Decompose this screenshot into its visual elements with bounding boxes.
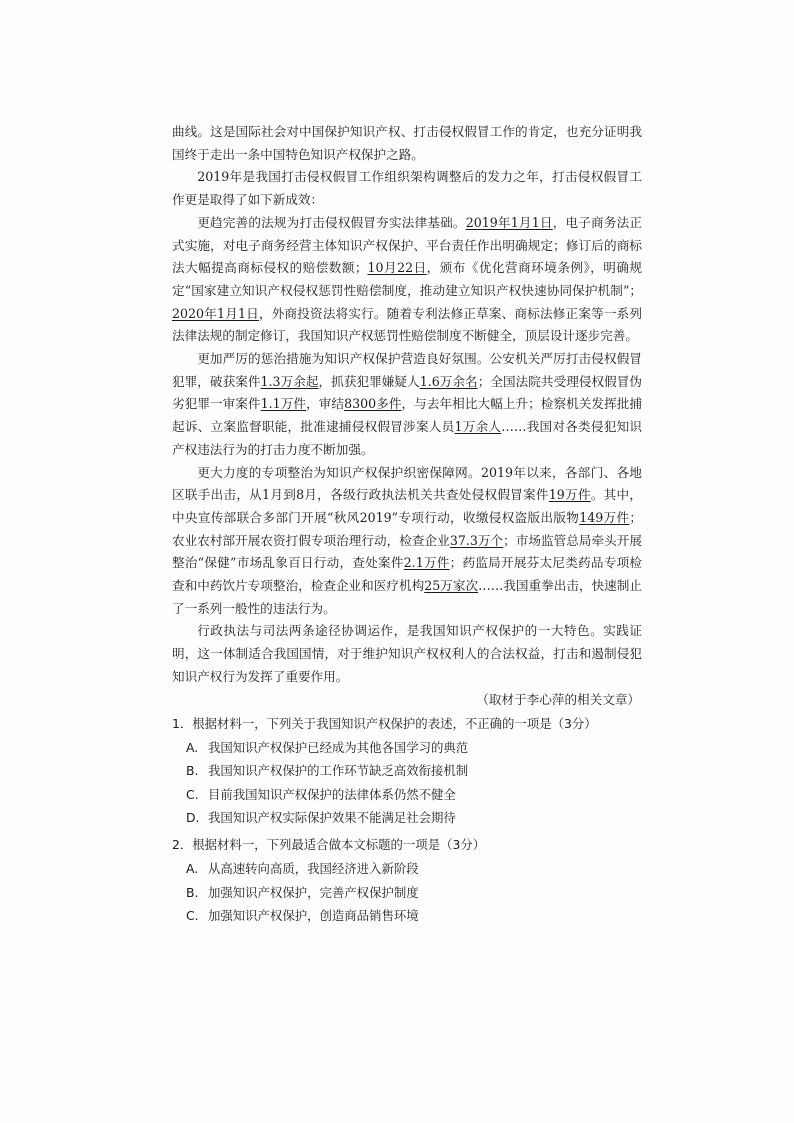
paragraph-text: ，颁布《优化营商环境条例》，明确规定“国家建立知识产权侵权惩罚性赔偿制度，推动建立知识产权快速协同保护机制”； bbox=[172, 260, 643, 298]
option-letter: B. bbox=[186, 884, 199, 900]
option-text: 我国知识产权实际保护效果不能满足社会期待 bbox=[208, 810, 456, 826]
option-letter: C. bbox=[186, 786, 199, 802]
option-text: 我国知识产权保护的工作环节缺乏高效衔接机制 bbox=[208, 763, 469, 779]
passage-paragraph bbox=[172, 462, 642, 621]
option-text: 加强知识产权保护，创造商品销售环境 bbox=[208, 907, 419, 923]
underlined-figure: 1.3万余起 bbox=[260, 373, 319, 389]
passage-paragraph bbox=[172, 121, 642, 166]
question-stem: 1．根据材料一，下列关于我国知识产权保护的表述，不正确的一项是（3分） bbox=[172, 716, 597, 732]
question-item bbox=[172, 713, 642, 832]
question-stem: 2．根据材料一，下列最适合做本文标题的一项是（3分） bbox=[172, 837, 486, 853]
answer-option[interactable] bbox=[172, 806, 642, 829]
answer-option[interactable] bbox=[172, 904, 642, 927]
option-text: 我国知识产权保护已经成为其他各国学习的典范 bbox=[208, 740, 469, 756]
answer-option[interactable] bbox=[172, 881, 642, 904]
paragraph-text: 更大力度的专项整治为知识产权保护织密保障网。2019年以来，各部门、各地区联手出击，从1月到8月，各级行政执法机关共查处侵权假冒案件 bbox=[172, 464, 642, 503]
paragraph-text: 2019年是我国打击侵权假冒工作组织架构调整后的发力之年，打击侵权假冒工作更是取得了如下新成效： bbox=[172, 169, 642, 208]
underlined-figure: 1万余人 bbox=[454, 419, 502, 435]
paragraph-text: ，外商投资法将实行。随着专利法修正草案、商标法修正案等一系列法律法规的制定修订，我国知识产权惩罚性赔偿制度不断健全，顶层设计逐步完善。 bbox=[172, 305, 643, 344]
passage-paragraph bbox=[172, 348, 642, 462]
underlined-figure: 2019年1月1日 bbox=[465, 214, 553, 230]
option-text: 目前我国知识产权保护的法律体系仍然不健全 bbox=[208, 786, 456, 802]
paragraph-text: 曲线。这是国际社会对中国保护知识产权、打击侵权假冒工作的肯定，也充分证明我国终于走出一条中国特色知识产权保护之路。 bbox=[172, 124, 642, 162]
paragraph-text: ；药监局开展芬太尼类药品专项检查和中药饮片专项整治，检查企业和医疗机构 bbox=[172, 555, 643, 594]
option-letter: A. bbox=[186, 861, 199, 877]
option-letter: D. bbox=[186, 810, 200, 826]
paragraph-text: ，电子商务法正式实施，对电子商务经营主体知识产权保护、平台责任作出明确规定；修订后的商标法大幅提高商标侵权的赔偿数额； bbox=[172, 214, 643, 276]
option-letter: A. bbox=[186, 740, 199, 756]
paragraph-text: 更加严厉的惩治措施为知识产权保护营造良好氛围。公安机关严厉打击侵权假冒犯罪，破获案件 bbox=[172, 351, 642, 389]
option-letter: C. bbox=[186, 907, 199, 923]
underlined-figure: 25万家次 bbox=[424, 578, 479, 594]
paragraph-text: 行政执法与司法两条途径协调运作，是我国知识产权保护的一大特色。实践证明，这一体制适合我国国情，对于维护知识产权权利人的合法权益，打击和遏制侵犯知识产权行为发挥了重要作用。 bbox=[172, 623, 642, 684]
underlined-figure: 19万件 bbox=[548, 487, 591, 503]
question-list bbox=[172, 713, 642, 927]
option-text: 从高速转向高质，我国经济进入新阶段 bbox=[208, 861, 419, 877]
underlined-figure: 2020年1月1日 bbox=[172, 305, 259, 321]
underlined-figure: 1.1万件 bbox=[260, 396, 307, 412]
underlined-figure: 1.6万余名 bbox=[419, 373, 478, 389]
option-text: 加强知识产权保护，完善产权保护制度 bbox=[208, 884, 419, 900]
reading-passage bbox=[172, 121, 642, 689]
paragraph-text: ；全国法院共受理侵权假冒伪劣犯罪一审案件 bbox=[172, 373, 643, 412]
answer-option[interactable] bbox=[172, 783, 642, 806]
underlined-figure: 8300多件 bbox=[344, 396, 402, 412]
passage-paragraph bbox=[172, 212, 642, 348]
paragraph-text: ；市场监管总局牵头开展整治“保健”市场乱象百日行动，查处案件 bbox=[172, 532, 643, 571]
answer-option[interactable] bbox=[172, 759, 642, 782]
underlined-figure: 10月22日 bbox=[367, 260, 427, 276]
source-citation: （取材于李心萍的相关文章） bbox=[476, 691, 640, 707]
answer-option[interactable] bbox=[172, 736, 642, 759]
underlined-figure: 2.1万件 bbox=[403, 555, 450, 571]
paragraph-text: 更趋完善的法规为打击侵权假冒夯实法律基础。 bbox=[197, 214, 466, 230]
option-letter: B. bbox=[186, 763, 199, 779]
document-content bbox=[172, 121, 642, 927]
answer-option[interactable] bbox=[172, 857, 642, 880]
paragraph-text: ……我国对各类侵犯知识产权违法行为的打击力度不断加强。 bbox=[172, 419, 643, 457]
paragraph-text: 。其中，中央宣传部联合多部门开展“秋风2019”专项行动，收缴侵权盗版出版物 bbox=[172, 487, 643, 525]
paragraph-text: ，审结 bbox=[306, 396, 345, 412]
question-item bbox=[172, 834, 642, 927]
paragraph-text: ……我国重拳出击，快速制止了一系列一般性的违法行为。 bbox=[172, 578, 642, 616]
passage-paragraph bbox=[172, 166, 642, 211]
paragraph-text: ；农业农村部开展农资打假专项治理行动，检查企业 bbox=[172, 509, 642, 548]
paragraph-text: ，与去年相比大幅上升；检察机关发挥批捕起诉、立案监督职能，批准逮捕侵权假冒涉案人员 bbox=[172, 396, 643, 435]
underlined-figure: 149万件 bbox=[579, 509, 630, 525]
passage-paragraph bbox=[172, 620, 642, 688]
question-spacer bbox=[172, 829, 642, 832]
paragraph-text: ，抓获犯罪嫌疑人 bbox=[318, 373, 420, 389]
underlined-figure: 37.3万个 bbox=[449, 532, 504, 548]
